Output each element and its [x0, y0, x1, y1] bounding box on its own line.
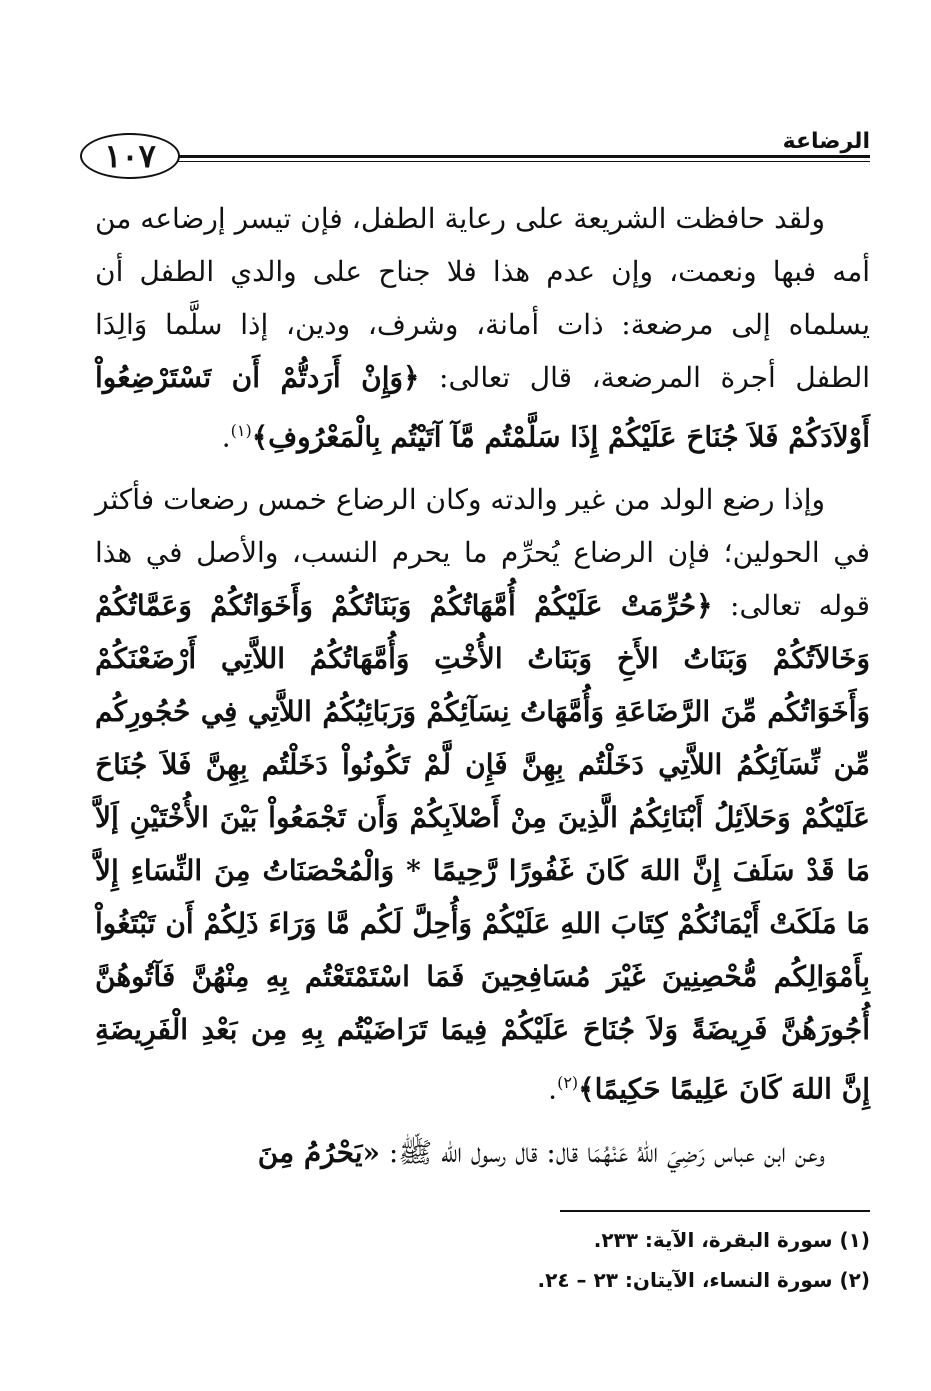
paragraph-2-text: وإذا رضع الولد من غير والدته وكان الرضاع خمس رضعات فأكثر في الحولين؛ فإن الرضاع يُحرِّم ما يحرم النسب، والأصل في هذا قوله تعالى: — [95, 483, 870, 623]
page-header — [80, 125, 870, 185]
footnote-ref-1: (١) — [230, 421, 252, 440]
header-rule — [160, 155, 870, 158]
quran-verse-2: ﴿حُرِّمَتْ عَلَيْكُمْ أُمَّهَاتُكُمْ وَبَنَاتُكُمْ وَأَخَوَاتُكُمْ وَعَمَّاتُكُمْ وَخَالاَتُكُمْ وَبَنَاتُ الأَخِ وَبَنَاتُ الأُخْتِ وَأُمَّهَاتُكُمُ اللاَّتِي أَرْضَعْنَكُمْ وَأَخَوَاتُكُم مِّنَ الرَّضَاعَةِ وَأُمَّهَاتُ نِسَآئِكُمْ وَرَبَائِبُكُمُ اللاَّتِي فِي حُجُورِكُم مِّن نِّسَآئِكُمُ اللاَّتِي دَخَلْتُم بِهِنَّ فَإِن لَّمْ تَكُونُواْ دَخَلْتُم بِهِنَّ فَلاَ جُنَاحَ عَلَيْكُمْ وَحَلاَئِلُ أَبْنَائِكُمُ الَّذِينَ مِنْ أَصْلاَبِكُمْ وَأَن تَجْمَعُواْ بَيْنَ الأُخْتَيْنِ إَلاَّ مَا قَدْ سَلَفَ إِنَّ اللهَ كَانَ غَفُورًا رَّحِيمًا * وَالْمُحْصَنَاتُ مِنَ النِّسَاءِ إِلاَّ مَا مَلَكَتْ أَيْمَانُكُمْ كِتَابَ اللهِ عَلَيْكُمْ وَأُحِلَّ لَكُم مَّا وَرَاءَ ذَلِكُمْ أَن تَبْتَغُواْ بِأَمْوَالِكُم مُّحْصِنِينَ غَيْرَ مُسَافِحِينَ فَمَا اسْتَمْتَعْتُم بِهِ مِنْهُنَّ فَآتُوهُنَّ أُجُورَهُنَّ فَرِيضَةً وَلاَ جُنَاحَ عَلَيْكُمْ فِيمَا تَرَاضَيْتُم بِهِ مِن بَعْدِ الْفَرِيضَةِ إِنَّ اللهَ كَانَ عَلِيمًا حَكِيمًا﴾ — [95, 589, 870, 1106]
paragraph-1-end: . — [221, 420, 231, 454]
paragraph-1 — [95, 192, 870, 463]
header-rule-thin — [160, 161, 870, 162]
page-number: ١٠٧ — [80, 133, 180, 179]
paragraph-3-text: وعن ابن عباس رَضِيَ اللهُ عَنْهُمَا قال: قال رسول الله ﷺ: — [380, 1135, 825, 1169]
paragraph-3 — [95, 1126, 870, 1179]
footnote-ref-2: (٢) — [557, 1073, 579, 1093]
main-text — [95, 192, 870, 1189]
footnote-2: (٢) سورة النساء، الآيتان: ٢٣ – ٢٤. — [537, 1268, 870, 1292]
paragraph-2 — [95, 473, 870, 1115]
footnotes — [270, 1220, 870, 1300]
footnote-divider — [560, 1210, 870, 1212]
paragraph-2-end: . — [548, 1072, 558, 1106]
quran-verse-1: ﴿وَإِنْ أَرَدتُّمْ أَن تَسْتَرْضِعُواْ أَوْلاَدَكُمْ فَلاَ جُنَاحَ عَلَيْكُمْ إِذَا سَلَّمْتُم مَّآ آتَيْتُم بِالْمَعْرُوفِ﴾ — [95, 361, 870, 454]
chapter-title: الرضاعة — [782, 129, 870, 154]
paragraph-1-text: ولقد حافظت الشريعة على رعاية الطفل، فإن تيسر إرضاعه من أمه فبها ونعمت، وإن عدم هذا فلا جناح على والدي الطفل أن يسلماه إلى مرضعة: ذات أمانة، وشرف، ودين، إذا سلَّما وَالِدَا الطفل أجرة المرضعة، قال تعالى: — [95, 202, 871, 394]
footnote-1: (١) سورة البقرة، الآية: ٢٣٣. — [593, 1228, 870, 1252]
hadith-quote: «يَحْرُمُ مِنَ — [257, 1135, 380, 1169]
